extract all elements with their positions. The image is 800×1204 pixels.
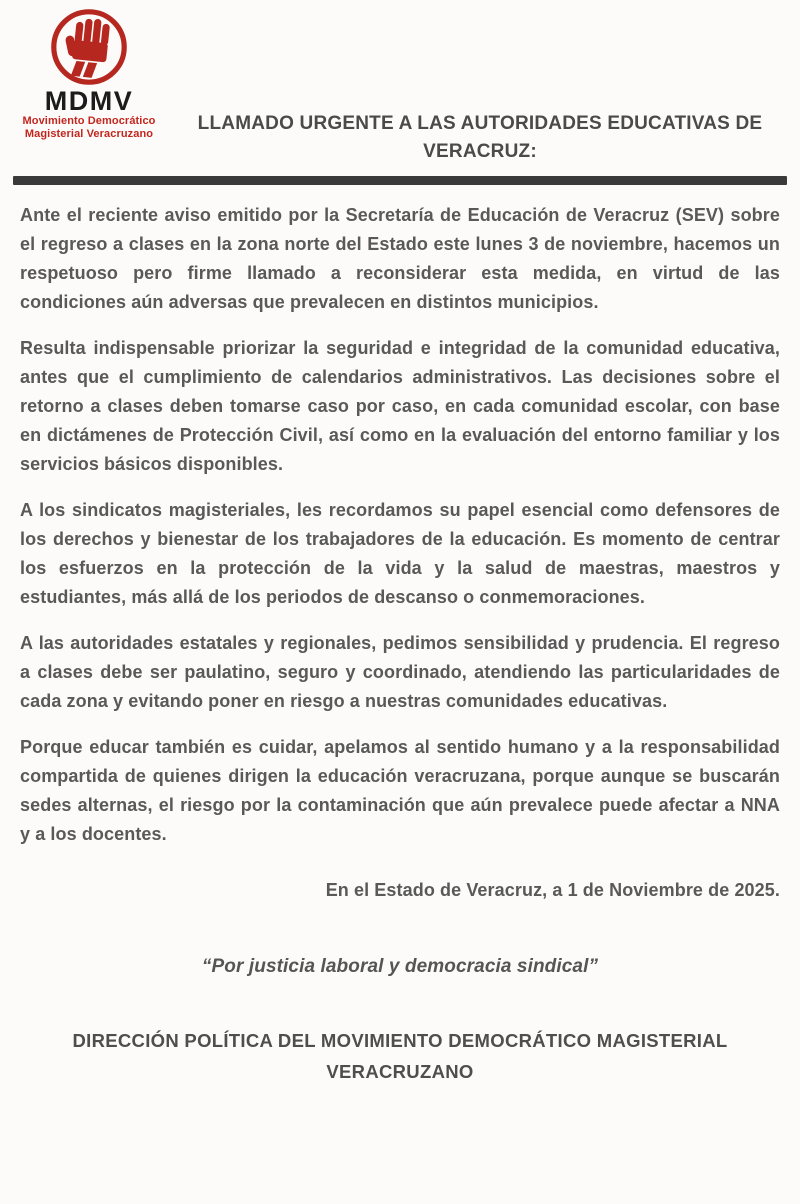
footer-signature bbox=[20, 1025, 780, 1087]
body-paragraph-4: A las autoridades estatales y regionales, pedimos sensibilidad y prudencia. El regreso a clases debe ser paulatino, seguro y coordinado, atendiendo las particularidades de cada zona y evitando poner en riesgo a nuestras comunidades educativas. bbox=[20, 633, 780, 711]
footer-line-1: DIRECCIÓN POLÍTICA DEL MOVIMIENTO DEMOCRÁTICO MAGISTERIAL bbox=[72, 1030, 728, 1051]
logo-subtitle-line1: Movimiento Democrático bbox=[22, 115, 156, 127]
footer-line-2: VERACRUZANO bbox=[326, 1061, 474, 1082]
mdmv-logo bbox=[14, 0, 164, 141]
divider-bar bbox=[13, 176, 787, 185]
document-body bbox=[0, 185, 800, 1087]
body-paragraph-5: Porque educar también es cuidar, apelamos al sentido humano y a la responsabilidad compartida de quienes dirigen la educación veracruzana, porque aunque se buscarán sedes alternas, el riesgo por la contaminación que aún prevalece puede afectar a NNA y a los docentes. bbox=[20, 737, 780, 844]
body-paragraph-2: Resulta indispensable priorizar la seguridad e integridad de la comunidad educativa, antes que el cumplimiento de calendarios administrativos. Las decisiones sobre el retorno a clases deben tomarse caso por caso, en cada comunidad escolar, con base en dictámenes de Protección Civil, así como en la evaluación del entorno familiar y los servicios básicos disponibles. bbox=[20, 338, 780, 474]
body-paragraph-3: A los sindicatos magisteriales, les recordamos su papel esencial como defensores de los derechos y bienestar de los trabajadores de la educación. Es momento de centrar los esfuerzos en la protección de la vida y la salud de maestras, maestros y estudiantes, más allá de los periodos de descanso o conmemoraciones. bbox=[20, 500, 780, 607]
document-title: LLAMADO URGENTE A LAS AUTORIDADES EDUCATIVAS DE VERACRUZ: bbox=[197, 113, 763, 162]
logo-subtitle-line2: Magisterial Veracruzano bbox=[24, 127, 154, 140]
body-paragraph-1: Ante el reciente aviso emitido por la Secretaría de Educación de Veracruz (SEV) sobre el regreso a clases en la zona norte del Estado este lunes 3 de noviembre, hacemos un respetuoso pero firme llamado a reconsiderar esta medida, en virtud de las condiciones aún adversas que prevalecen en distintos municipios. bbox=[20, 205, 780, 312]
logo-acronym: MDMV bbox=[44, 86, 134, 116]
document-header bbox=[0, 0, 800, 176]
raised-fist-icon bbox=[49, 7, 129, 87]
slogan: “Por justicia laboral y democracia sindical” bbox=[201, 956, 599, 977]
date-line: En el Estado de Veracruz, a 1 de Noviembre de 2025. bbox=[325, 880, 780, 900]
